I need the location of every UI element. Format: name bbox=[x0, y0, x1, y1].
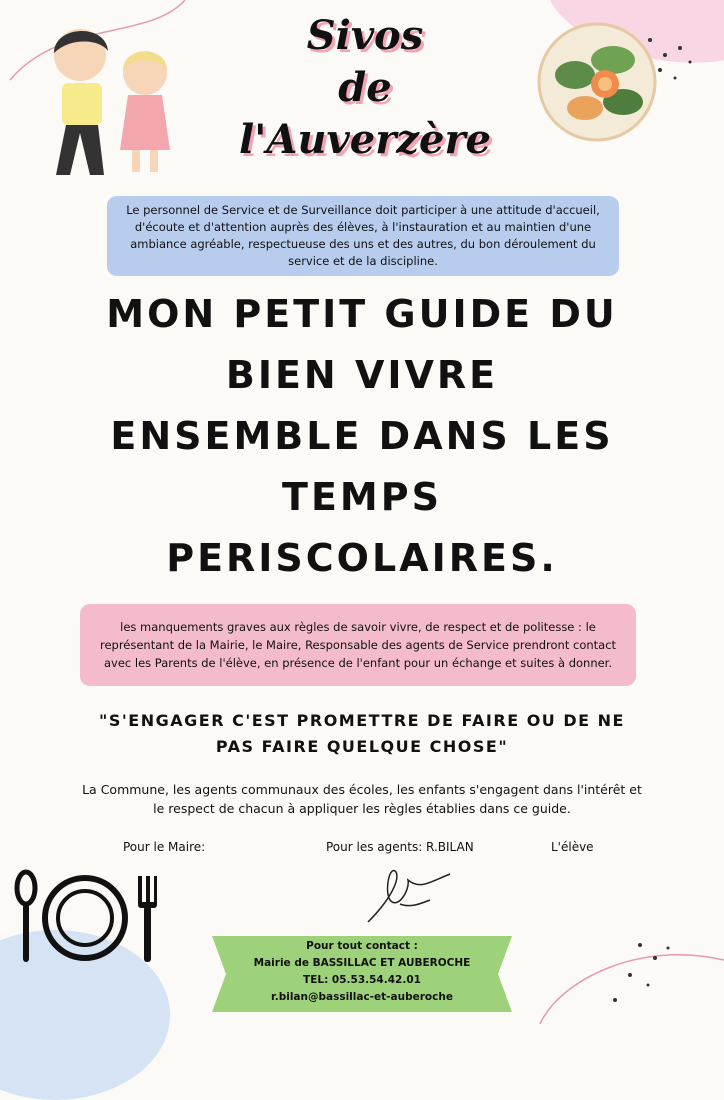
signature bbox=[360, 860, 460, 930]
quote-line-1: "S'ENGAGER C'EST PROMETTRE DE FAIRE OU DE NE bbox=[99, 711, 625, 730]
quote-line-2: PAS FAIRE QUELQUE CHOSE" bbox=[215, 737, 509, 756]
title-line-2: de bbox=[338, 64, 392, 111]
intro-box bbox=[107, 196, 619, 276]
contact-tel: TEL: 05.53.54.42.01 bbox=[303, 974, 421, 986]
signature-student-label: L'élève bbox=[551, 840, 594, 854]
intro-text: Le personnel de Service et de Surveillance doit participer à une attitude d'accueil, d'écoute et d'attention auprès des élèves, à l'instauration et au maintien d'une ambiance agréable, respectueuse des uns et des autres, du bon déroulement du service et de la discipline. bbox=[126, 203, 600, 268]
plate-cutlery-icon bbox=[12, 866, 157, 966]
contact-heading: Pour tout contact : bbox=[306, 940, 418, 952]
contact-org: Mairie de BASSILLAC ET AUBEROCHE bbox=[253, 957, 471, 969]
commitment-line-2: le respect de chacun à appliquer les règles établies dans ce guide. bbox=[153, 801, 571, 816]
contact-email[interactable]: r.bilan@bassillac-et-auberoche bbox=[271, 991, 453, 1003]
signature-agents-label: Pour les agents: R.BILAN bbox=[326, 840, 474, 854]
main-title-line-2: BIEN VIVRE bbox=[225, 353, 499, 397]
contact-info bbox=[212, 938, 512, 1006]
main-title-line-1: MON PETIT GUIDE DU bbox=[106, 292, 618, 336]
warning-text: les manquements graves aux règles de savoir vivre, de respect et de politesse : le représentant de la Mairie, le Maire, Responsable des agents de Service prendront contact avec les Parents de l'élève, en présence de l'enfant pour un échange et suites à donner. bbox=[99, 620, 617, 670]
header-title bbox=[195, 10, 535, 166]
main-title-line-4: TEMPS bbox=[282, 475, 442, 519]
main-title bbox=[60, 284, 664, 589]
title-line-1: Sivos bbox=[306, 12, 424, 59]
children-illustration bbox=[10, 15, 210, 185]
main-title-line-3: ENSEMBLE DANS LES bbox=[110, 414, 614, 458]
title-line-3: l'Auverzère bbox=[238, 116, 491, 163]
commitment-line-1: La Commune, les agents communaux des écoles, les enfants s'engagent dans l'intérêt et bbox=[82, 782, 642, 797]
salad-bowl-illustration bbox=[535, 20, 660, 145]
main-title-line-5: PERISCOLAIRES. bbox=[166, 536, 558, 580]
warning-box bbox=[80, 604, 636, 686]
signature-mayor-label: Pour le Maire: bbox=[123, 840, 206, 854]
commitment-text bbox=[60, 780, 664, 818]
quote bbox=[80, 708, 644, 760]
